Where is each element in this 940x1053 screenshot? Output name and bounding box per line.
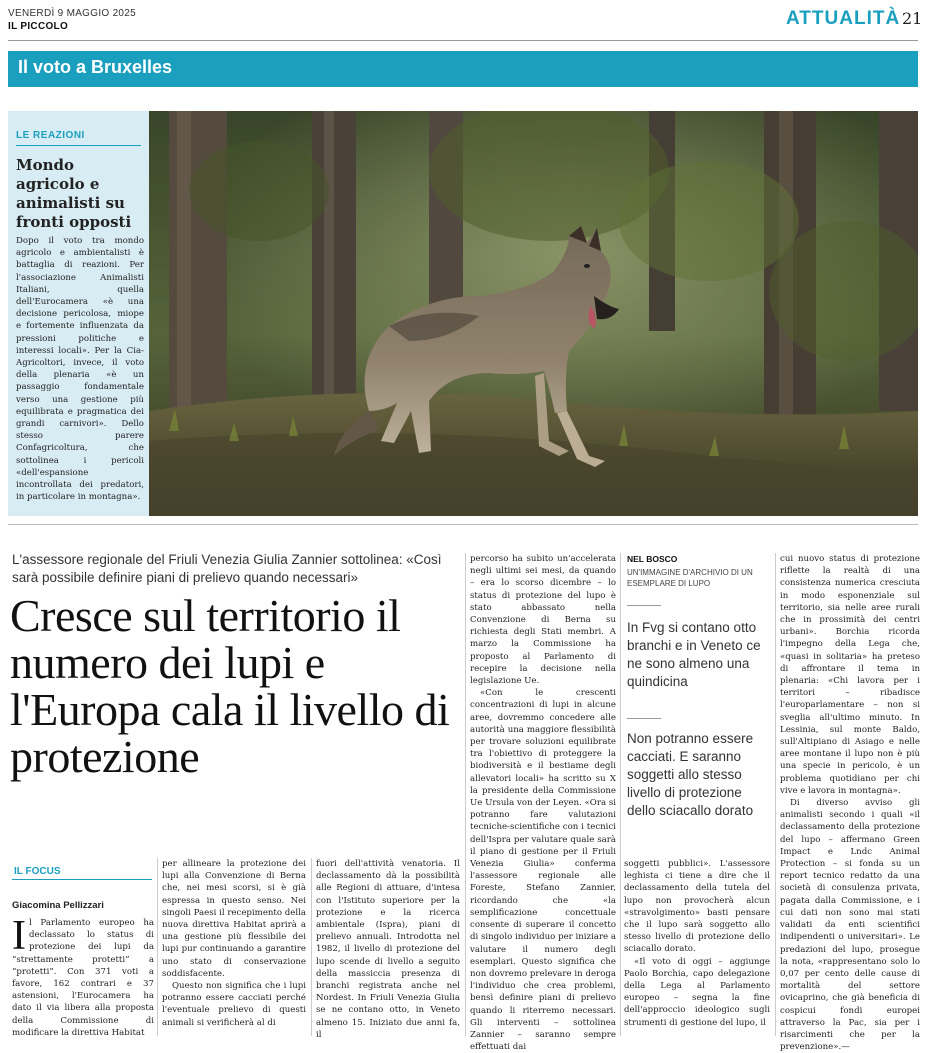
column-rule bbox=[465, 553, 466, 1036]
topic-banner bbox=[8, 51, 918, 87]
column-1-text: l Parlamento europeo ha declassato lo status di protezione dei lupi da “strettamente protetti” a “protetti”. Con 371 voti a favore, 162 contrari e 37 astensioni, l'Eurocamera ha dato il via libera alla proposta della Commissione di modificare la direttiva Habitat bbox=[12, 918, 154, 1038]
column-4-paragraph-1: percorso ha subito un'accelerata negli ultimi sei mesi, da quando – era lo scorso dicembre – lo status di protezione del lupo è stato abbassato nella Convenzione di Berna su richiesta degli Stati membri. A marzo la Commissione ha proposto al Parlamento di recepire la decisione nella legislazione Ue. bbox=[470, 554, 616, 687]
drop-cap: I bbox=[12, 913, 26, 959]
pull-quote-2: Non potranno essere cacciati. E saranno soggetti allo stesso livello di protezione dello sciacallo dorato bbox=[627, 731, 754, 818]
sidebar-kicker-rule bbox=[16, 145, 141, 146]
column-6-paragraph-1: cui nuovo status di protezione riflette la realtà di una consistenza numerica cresciuta in modo esponenziale sul territorio, sia nelle aree rurali che in prossimità dei centri urbani». Borchia ricorda l'impegno della Lega che, «quasi in solitaria» ha preteso di affrontare il tema in plenaria: «Chi lavora per i territori – ribadisce l'europarlamentare – non si sveglia all'ultimo minuto. In Lessinia, sul monte Baldo, sull'Altipiano di Asiago e nelle aree montane il lupo non è più una specie in pericolo, è un problema quotidiano per chi vive e lavora in montagna». bbox=[780, 554, 920, 796]
column-2-paragraph-1: per allineare la protezione dei lupi alla Convenzione di Berna che, nei mesi scorsi, si è già espressa in questo senso. Nei singoli Paesi il recepimento della nuova direttiva Habitat aprirà a una gestione più flessibile dei lupi pur continuando a garantire uno stato di conservazione soddisfacente. bbox=[162, 859, 306, 979]
quote-rule bbox=[627, 605, 661, 606]
focus-kicker-rule bbox=[12, 879, 152, 880]
photo-caption-kicker: NEL BOSCO bbox=[627, 554, 678, 564]
photo-caption: UN'IMMAGINE D'ARCHIVIO DI UN ESEMPLARE DI LUPO bbox=[627, 568, 753, 588]
column-3-text: fuori dell'attività venatoria. Il declassamento dà la possibilità alle Regioni di attuare, d'intesa con l'Istituto superiore per la protezione e la ricerca ambientale (Ispra), piani di prelievo annuali. Introdotta nel 1982, il livello di protezione del lupo scende di livello a seguito della massiccia presenza di branchi registrata anche nel Nordest. In Friuli Venezia Giulia se ne contano otto, in Veneto almeno 15. Iniziato due anni fa, il bbox=[316, 859, 460, 1040]
focus-kicker: IL FOCUS bbox=[14, 866, 61, 877]
page-number: 21 bbox=[902, 9, 923, 28]
column-5-paragraph-2: «Il voto di oggi – aggiunge Paolo Borchia, capo delegazione della Lega al Parlamento europeo – segna la fine dell'approccio ideologico sugli strumenti di gestione del lupo, il bbox=[624, 956, 770, 1028]
issue-date: VENERDÌ 9 MAGGIO 2025 bbox=[8, 8, 137, 19]
column-rule bbox=[157, 858, 158, 1036]
byline-author: Giacomina Pellizzari bbox=[12, 900, 104, 911]
article-column-4 bbox=[470, 553, 616, 1053]
article-column-2 bbox=[162, 858, 306, 1029]
section-title: ATTUALITÀ bbox=[786, 8, 901, 29]
sidebar-title: Mondo agricolo e animalisti su fronti opposti bbox=[16, 156, 132, 231]
newspaper-name: IL PICCOLO bbox=[8, 21, 69, 32]
column-5-paragraph-1: soggetti pubblici». L'assessore leghista ci tiene a dire che il declassamento della tutela del lupo non provocherà alcun «stravolgimento» basti pensare che il lupo sarà soggetto allo stesso livello di protezione dello sciacallo dorato. bbox=[624, 859, 770, 955]
quote-rule bbox=[627, 718, 661, 719]
article-column-3 bbox=[316, 858, 460, 1041]
article-column-6 bbox=[780, 553, 920, 1053]
article-column-1 bbox=[12, 913, 154, 1039]
column-4-paragraph-2: «Con le crescenti concentrazioni di lupi in alcune aree, dovremmo concedere alle autorità una maggiore flessibilità per trovare soluzioni equilibrate tra l'obiettivo di proteggere la biodiversità e il bestiame degli allevatori locali» ha scritto su X la presidente della Commissione Ue Ursula von der Leyen. «Ora si potranno fare valutazioni tecniche-scientifiche con i tecnici dell'Ispra per valutare quale sarà il piano di gestione per il Friuli Venezia Giulia» conferma l'assessore regionale alle Foreste, Stefano Zannier, ricordando che «la semplificazione concettuale consente di superare il concetto di singolo individuo per iniziare a valutare il numero degli esemplari. Questo significa che non dovremo prelevare in deroga l'individuo che crea problemi, bensì definire piani di prelievo quando li riterremo necessari. Gli interventi – sottolinea Zannier – saranno sempre effettuati dai bbox=[470, 688, 616, 1053]
section-divider bbox=[8, 524, 918, 525]
column-rule bbox=[311, 858, 312, 1036]
column-6-paragraph-2: Di diverso avviso gli animalisti secondo i quali «il declassamento della protezione del lupo – affermano Green Impact e Lndc Animal Protection – si fonda su un report tecnico redatto da una società di consulenza privata, pagata dalla Commissione, e i cui dati non sono mai stati validati da enti scientifici indipendenti o universitari». Le predazioni del lupo, prosegue la nota, «rappresentano solo lo 0,07 per cento delle cause di mortalità del settore ovicaprino, che già beneficia di cospicui fondi europei attraverso la Pac, sia per i risarcimenti che per la prevenzione».— bbox=[780, 798, 920, 1053]
pull-quote-1: In Fvg si contano otto branchi e in Veneto ce ne sono almeno una quindicina bbox=[627, 620, 761, 689]
masthead-divider bbox=[8, 40, 918, 41]
article-column-5 bbox=[624, 858, 770, 1029]
article-headline: Cresce sul territorio il numero dei lupi e l'Europa cala il livello di protezione bbox=[10, 590, 450, 782]
sidebar-kicker: LE REAZIONI bbox=[16, 130, 85, 141]
topic-banner-label: Il voto a Bruxelles bbox=[18, 57, 173, 77]
wolf-illustration bbox=[149, 111, 918, 516]
column-rule bbox=[775, 553, 776, 1036]
wolf-photo bbox=[149, 111, 918, 516]
column-rule bbox=[620, 553, 621, 1036]
sidebar-body: Dopo il voto tra mondo agricolo e ambientalisti è battaglia di reazioni. Per l'associazione Animalisti Italiani, quella dell'Eurocamera «è una decisione pericolosa, miope e fortemente influenzata da pressioni politiche e interessi locali». Per la Cia-Agricoltori, invece, il voto della plenaria «è un passaggio fondamentale verso una gestione più equilibrata e pragmatica dei grandi carnivori». Dello stesso parere Confagricoltura, che sottolinea i pericoli «dell'espansione incontrollata dei predatori, in particolare in montagna». bbox=[16, 236, 144, 503]
column-2-paragraph-2: Questo non significa che i lupi potranno essere cacciati perché l'eventuale prelievo di questi animali si verificherà al di bbox=[162, 981, 306, 1028]
article-subhead: L'assessore regionale del Friuli Venezia Giulia Zannier sottolinea: «Così sarà possibile definire piani di prelievo quando necessari» bbox=[12, 552, 442, 585]
